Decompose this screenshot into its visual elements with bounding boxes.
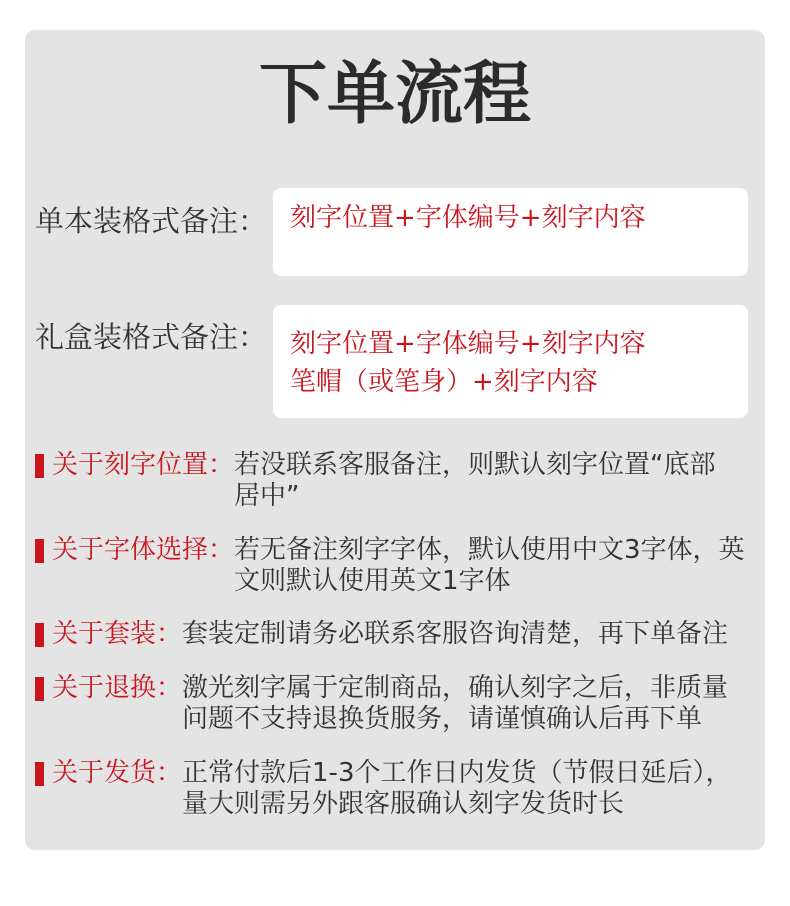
note-label: 关于退换：: [52, 673, 183, 703]
note-body: [182, 758, 731, 820]
note-label: 关于字体选择：: [52, 535, 235, 565]
single-format-box: [273, 188, 748, 276]
format-line: 笔帽（或笔身）+刻字内容: [290, 367, 598, 397]
note-line: 正常付款后1-3个工作日内发货（节假日延后），: [182, 758, 732, 788]
giftbox-format-box: [273, 305, 748, 418]
note-line: 居中”: [234, 481, 300, 511]
note-body: [234, 450, 715, 512]
note-label: 关于刻字位置：: [52, 450, 235, 480]
note-marker: [35, 454, 44, 478]
note-label: 关于套装：: [52, 619, 183, 649]
note-returns: [35, 673, 728, 735]
page-title: 下单流程: [258, 55, 531, 134]
note-shipping: [35, 758, 731, 820]
note-label: 关于发货：: [52, 758, 183, 788]
note-line: 文则默认使用英文1字体: [234, 566, 511, 596]
note-marker: [35, 762, 44, 786]
note-line: 问题不支持退换货服务，请谨慎确认后再下单: [182, 704, 703, 734]
note-engraving-position: [35, 450, 716, 512]
note-line: 激光刻字属于定制商品，确认刻字之后，非质量: [182, 673, 729, 703]
note-marker: [35, 677, 44, 701]
note-marker: [35, 623, 44, 647]
note-body: [182, 619, 728, 650]
note-line: 若没联系客服备注，则默认刻字位置“底部: [234, 450, 716, 480]
format-line: 刻字位置+字体编号+刻字内容: [290, 203, 646, 233]
note-body: [182, 673, 728, 735]
note-line: 量大则需另外跟客服确认刻字发货时长: [182, 789, 625, 819]
note-line: 套装定制请务必联系客服咨询清楚，再下单备注: [182, 619, 729, 649]
note-font-selection: [35, 535, 745, 597]
note-body: [234, 535, 745, 597]
format-line: 刻字位置+字体编号+刻字内容: [290, 329, 646, 359]
single-format-label: 单本装格式备注：: [35, 204, 268, 238]
note-set: [35, 619, 728, 650]
note-marker: [35, 539, 44, 563]
giftbox-format-label: 礼盒装格式备注：: [35, 320, 268, 354]
order-process-card: [25, 30, 765, 850]
note-line: 若无备注刻字字体，默认使用中文3字体，英: [234, 535, 745, 565]
